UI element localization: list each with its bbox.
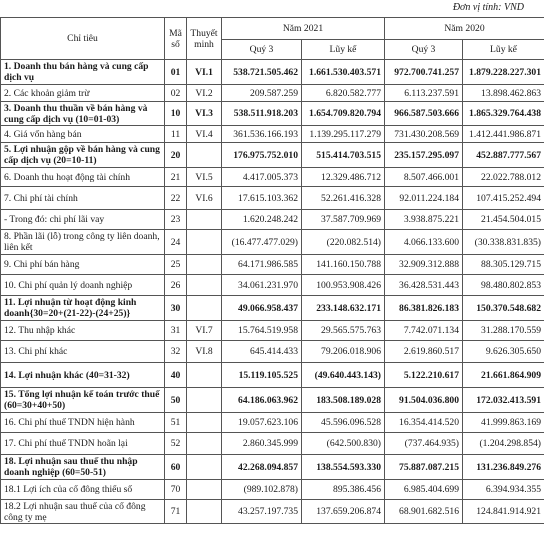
value-q3-2021: 361.536.166.193 [222,126,302,143]
value-luyke-2021: 137.659.206.874 [302,500,385,524]
value-q3-2021: (16.477.477.029) [222,230,302,255]
row-note [187,230,222,255]
row-label: 17. Chi phí thuế TNDN hoãn lại [1,433,165,455]
value-q3-2020: 4.066.133.600 [385,230,463,255]
income-statement-table [0,17,544,524]
table-row [1,341,544,363]
unit-note: Đơn vị tính: VND [452,2,524,13]
row-code: 40 [165,363,187,388]
value-q3-2020: 5.122.210.617 [385,363,463,388]
row-note [187,433,222,455]
table-row [1,275,544,296]
table-row [1,60,544,85]
table-row [1,85,544,102]
row-code: 02 [165,85,187,102]
value-q3-2020: 972.700.741.257 [385,60,463,85]
value-q3-2020: 68.901.682.516 [385,500,463,524]
value-q3-2021: 209.587.259 [222,85,302,102]
row-note [187,388,222,413]
value-luyke-2021: 515.414.703.515 [302,143,385,168]
value-q3-2021: 538.511.918.203 [222,102,302,126]
value-luyke-2020: 21.454.504.015 [463,210,544,230]
table-row [1,480,544,500]
value-q3-2020: 91.504.036.800 [385,388,463,413]
value-luyke-2020: 6.394.934.355 [463,480,544,500]
value-q3-2020: 8.507.466.001 [385,168,463,187]
table-row [1,500,544,524]
header-luyke-2021: Lũy kế [302,40,385,60]
value-luyke-2021: (642.500.830) [302,433,385,455]
value-luyke-2021: 1.661.530.403.571 [302,60,385,85]
row-label: 10. Chi phí quản lý doanh nghiệp [1,275,165,296]
table-row [1,187,544,210]
table-row [1,143,544,168]
value-q3-2020: 3.938.875.221 [385,210,463,230]
row-note [187,480,222,500]
row-note [187,296,222,321]
table-row [1,210,544,230]
row-note: VI.8 [187,341,222,363]
value-q3-2021: 1.620.248.242 [222,210,302,230]
row-label: 14. Lợi nhuận khác (40=31-32) [1,363,165,388]
row-note: VI.5 [187,168,222,187]
row-label: 6. Doanh thu hoạt động tài chính [1,168,165,187]
row-note [187,210,222,230]
value-luyke-2021: 1.139.295.117.279 [302,126,385,143]
header-ma-so: Mã số [165,18,187,60]
row-code: 23 [165,210,187,230]
value-q3-2020: (737.464.935) [385,433,463,455]
row-label: 7. Chi phí tài chính [1,187,165,210]
value-luyke-2020: 98.480.802.853 [463,275,544,296]
value-luyke-2021: 183.508.189.028 [302,388,385,413]
value-luyke-2021: 52.261.416.328 [302,187,385,210]
row-label: 8. Phần lãi (lỗ) trong công ty liên doanh, liên kết [1,230,165,255]
table-row [1,363,544,388]
value-luyke-2021: 233.148.632.171 [302,296,385,321]
row-label: 12. Thu nhập khác [1,321,165,341]
value-q3-2021: (989.102.878) [222,480,302,500]
row-label: 9. Chi phí bán hàng [1,255,165,275]
row-note [187,455,222,480]
row-note: VI.2 [187,85,222,102]
value-q3-2021: 645.414.433 [222,341,302,363]
value-q3-2020: 7.742.071.134 [385,321,463,341]
row-note [187,255,222,275]
value-q3-2020: 86.381.826.183 [385,296,463,321]
row-code: 24 [165,230,187,255]
value-luyke-2021: 12.329.486.712 [302,168,385,187]
value-luyke-2020: (30.338.831.835) [463,230,544,255]
table-body [1,60,544,524]
header-thuyet-minh: Thuyết minh [187,18,222,60]
table-row [1,455,544,480]
value-q3-2021: 17.615.103.362 [222,187,302,210]
value-luyke-2020: 88.305.129.715 [463,255,544,275]
value-luyke-2021: (220.082.514) [302,230,385,255]
value-q3-2021: 49.066.958.437 [222,296,302,321]
row-code: 31 [165,321,187,341]
value-q3-2020: 966.587.503.666 [385,102,463,126]
row-code: 30 [165,296,187,321]
value-q3-2021: 42.268.094.857 [222,455,302,480]
row-code: 71 [165,500,187,524]
value-luyke-2020: 172.032.413.591 [463,388,544,413]
table-row [1,388,544,413]
value-luyke-2021: 45.596.096.528 [302,413,385,433]
value-q3-2021: 34.061.231.970 [222,275,302,296]
value-luyke-2020: 124.841.914.921 [463,500,544,524]
table-row [1,102,544,126]
value-q3-2020: 2.619.860.517 [385,341,463,363]
value-q3-2020: 6.113.237.591 [385,85,463,102]
row-label: - Trong đó: chi phí lãi vay [1,210,165,230]
value-q3-2021: 538.721.505.462 [222,60,302,85]
row-code: 52 [165,433,187,455]
value-q3-2020: 235.157.295.097 [385,143,463,168]
row-note: VI.4 [187,126,222,143]
row-code: 60 [165,455,187,480]
row-code: 11 [165,126,187,143]
table-row [1,230,544,255]
header-year-2021: Năm 2021 [222,18,385,40]
table-row [1,255,544,275]
value-q3-2021: 64.171.986.585 [222,255,302,275]
header-luyke-2020: Lũy kế [463,40,544,60]
value-q3-2021: 4.417.005.373 [222,168,302,187]
value-q3-2021: 43.257.197.735 [222,500,302,524]
row-label: 18.1 Lợi ích của cổ đông thiểu số [1,480,165,500]
value-luyke-2020: 13.898.462.863 [463,85,544,102]
value-q3-2021: 2.860.345.999 [222,433,302,455]
header-chi-tieu: Chỉ tiêu [1,18,165,60]
row-label: 16. Chi phí thuế TNDN hiện hành [1,413,165,433]
row-code: 70 [165,480,187,500]
row-label: 18. Lợi nhuận sau thuế thu nhập doanh nghiệp (60=50-51) [1,455,165,480]
row-note [187,143,222,168]
row-label: 5. Lợi nhuận gộp về bán hàng và cung cấp dịch vụ (20=10-11) [1,143,165,168]
value-luyke-2020: 1.865.329.764.438 [463,102,544,126]
row-code: 25 [165,255,187,275]
row-label: 18.2 Lợi nhuận sau thuế của cổ đông công ty mẹ [1,500,165,524]
value-luyke-2020: 9.626.305.650 [463,341,544,363]
value-luyke-2020: 1.879.228.227.301 [463,60,544,85]
row-note: VI.1 [187,60,222,85]
value-q3-2021: 15.119.105.525 [222,363,302,388]
row-code: 10 [165,102,187,126]
row-label: 4. Giá vốn hàng bán [1,126,165,143]
table-row [1,126,544,143]
table-row [1,413,544,433]
value-q3-2020: 32.909.312.888 [385,255,463,275]
row-label: 2. Các khoản giảm trừ [1,85,165,102]
value-q3-2021: 64.186.063.962 [222,388,302,413]
row-code: 32 [165,341,187,363]
row-code: 22 [165,187,187,210]
row-note [187,275,222,296]
value-q3-2020: 6.985.404.699 [385,480,463,500]
value-luyke-2020: 107.415.252.494 [463,187,544,210]
value-luyke-2021: 37.587.709.969 [302,210,385,230]
row-note: VI.7 [187,321,222,341]
value-q3-2020: 36.428.531.443 [385,275,463,296]
value-q3-2021: 176.975.752.010 [222,143,302,168]
value-luyke-2020: 131.236.849.276 [463,455,544,480]
value-q3-2020: 75.887.087.215 [385,455,463,480]
row-note [187,413,222,433]
value-q3-2020: 731.430.208.569 [385,126,463,143]
value-luyke-2021: 29.565.575.763 [302,321,385,341]
row-label: 1. Doanh thu bán hàng và cung cấp dịch vụ [1,60,165,85]
row-note: VI.6 [187,187,222,210]
value-luyke-2020: 150.370.548.682 [463,296,544,321]
table-row [1,168,544,187]
value-q3-2021: 15.764.519.958 [222,321,302,341]
value-luyke-2021: 100.953.908.426 [302,275,385,296]
header-year-2020: Năm 2020 [385,18,544,40]
value-luyke-2020: (1.204.298.854) [463,433,544,455]
row-note [187,500,222,524]
value-luyke-2020: 22.022.788.012 [463,168,544,187]
value-luyke-2020: 1.412.441.986.871 [463,126,544,143]
table-row [1,296,544,321]
row-code: 20 [165,143,187,168]
table-row [1,321,544,341]
row-code: 26 [165,275,187,296]
row-code: 21 [165,168,187,187]
value-luyke-2020: 452.887.777.567 [463,143,544,168]
value-luyke-2021: 138.554.593.330 [302,455,385,480]
value-luyke-2020: 21.661.864.909 [463,363,544,388]
row-label: 13. Chi phí khác [1,341,165,363]
value-q3-2021: 19.057.623.106 [222,413,302,433]
value-luyke-2021: (49.640.443.143) [302,363,385,388]
value-luyke-2020: 31.288.170.559 [463,321,544,341]
row-label: 3. Doanh thu thuần về bán hàng và cung cấp dịch vụ (10=01-03) [1,102,165,126]
value-luyke-2021: 141.160.150.788 [302,255,385,275]
row-code: 51 [165,413,187,433]
value-q3-2020: 16.354.414.520 [385,413,463,433]
value-q3-2020: 92.011.224.184 [385,187,463,210]
row-code: 50 [165,388,187,413]
row-label: 11. Lợi nhuận từ hoạt động kinh doanh{30=20+(21-22)-(24+25)} [1,296,165,321]
row-note [187,363,222,388]
row-note: VI.3 [187,102,222,126]
value-luyke-2020: 41.999.863.169 [463,413,544,433]
value-luyke-2021: 895.386.456 [302,480,385,500]
header-quy3-2020: Quý 3 [385,40,463,60]
row-code: 01 [165,60,187,85]
row-label: 15. Tổng lợi nhuận kế toán trước thuế (60=30+40+50) [1,388,165,413]
value-luyke-2021: 79.206.018.906 [302,341,385,363]
value-luyke-2021: 1.654.709.820.794 [302,102,385,126]
header-quy3-2021: Quý 3 [222,40,302,60]
value-luyke-2021: 6.820.582.777 [302,85,385,102]
table-row [1,433,544,455]
